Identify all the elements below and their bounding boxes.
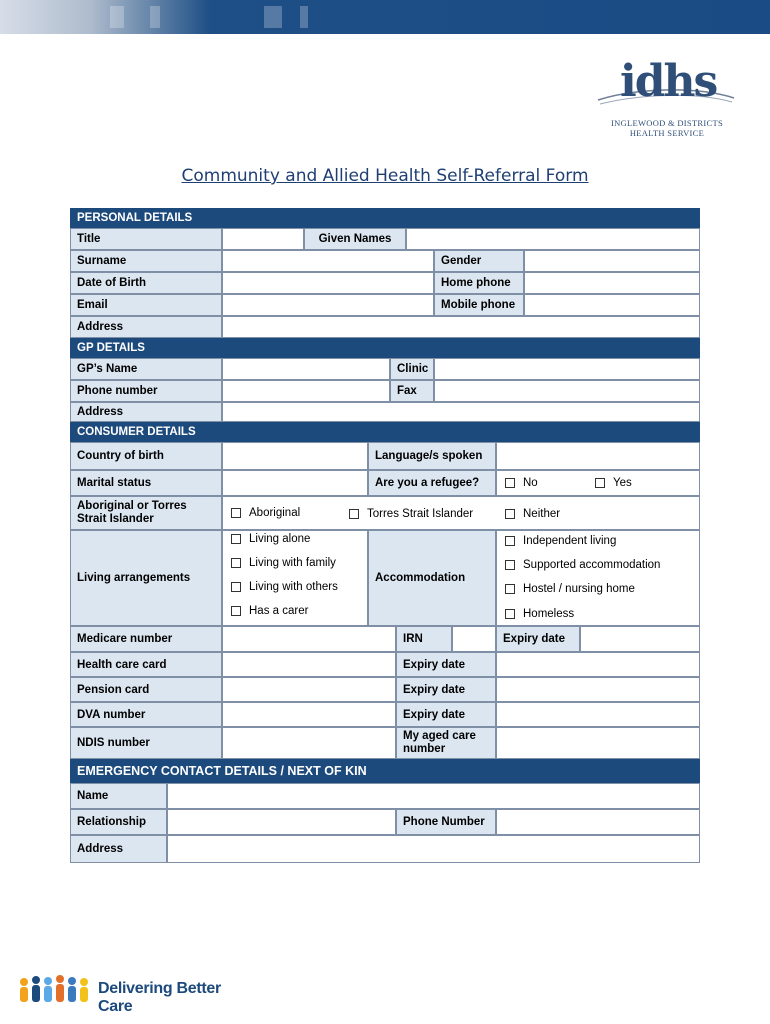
atsi-torres-option[interactable] (349, 508, 473, 520)
label-ec-name: Name (70, 783, 167, 809)
label-email: Email (70, 294, 222, 316)
section-heading-gp: GP DETAILS (70, 338, 700, 358)
label-languages: Language/s spoken (368, 442, 496, 470)
checkbox-icon[interactable] (349, 509, 359, 519)
field-languages[interactable] (496, 442, 700, 470)
label-country-of-birth: Country of birth (70, 442, 222, 470)
field-dva-expiry[interactable] (496, 702, 700, 727)
people-group-icon (18, 974, 94, 1004)
checkbox-icon[interactable] (505, 609, 515, 619)
label-irn: IRN (396, 626, 452, 652)
checkbox-icon[interactable] (505, 509, 515, 519)
label-ec-relationship: Relationship (70, 809, 167, 835)
field-home-phone[interactable] (524, 272, 700, 294)
checkbox-icon[interactable] (231, 508, 241, 518)
living-option-label: Living alone (249, 533, 311, 545)
banner-stripe (264, 6, 282, 28)
field-aged-care-number[interactable] (496, 727, 700, 759)
label-health-care-card: Health care card (70, 652, 222, 677)
accommodation-options (496, 530, 700, 626)
label-home-phone: Home phone (434, 272, 524, 294)
atsi-neither-label: Neither (523, 508, 561, 520)
checkbox-icon[interactable] (595, 478, 605, 488)
field-ndis-number[interactable] (222, 727, 396, 759)
field-ec-phone[interactable] (496, 809, 700, 835)
refugee-yes-option[interactable] (595, 477, 632, 489)
field-gender[interactable] (524, 250, 700, 272)
refugee-yes-label: Yes (613, 477, 632, 489)
checkbox-icon[interactable] (505, 536, 515, 546)
label-marital-status: Marital status (70, 470, 222, 496)
checkbox-icon[interactable] (505, 478, 515, 488)
field-clinic[interactable] (434, 358, 700, 380)
label-medicare: Medicare number (70, 626, 222, 652)
page-title: Community and Allied Health Self-Referral Form (181, 166, 589, 186)
field-given-names[interactable] (406, 228, 700, 250)
label-ndis-number: NDIS number (70, 727, 222, 759)
field-gp-phone[interactable] (222, 380, 390, 402)
label-pension-card: Pension card (70, 677, 222, 702)
footer-logo (18, 968, 238, 1015)
checkbox-icon[interactable] (505, 584, 515, 594)
accom-option-label: Hostel / nursing home (523, 583, 635, 595)
banner-stripe (110, 6, 124, 28)
atsi-options (222, 496, 700, 530)
refugee-options (496, 470, 700, 496)
logo-subtitle-2: HEALTH SERVICE (629, 128, 705, 138)
referral-form (70, 208, 700, 863)
accom-option-label: Supported accommodation (523, 559, 661, 571)
label-medicare-expiry: Expiry date (496, 626, 580, 652)
label-gp-address: Address (70, 402, 222, 422)
accom-option-2[interactable] (505, 559, 660, 571)
atsi-aboriginal-label: Aboriginal (249, 507, 301, 519)
living-option-label: Has a carer (249, 605, 309, 617)
label-ec-address: Address (70, 835, 167, 863)
label-gp-name: GP’s Name (70, 358, 222, 380)
label-dva-expiry: Expiry date (396, 702, 496, 727)
living-option-4[interactable] (231, 605, 308, 617)
field-irn[interactable] (452, 626, 496, 652)
label-ec-phone: Phone Number (396, 809, 496, 835)
field-country-of-birth[interactable] (222, 442, 368, 470)
section-heading-consumer: CONSUMER DETAILS (70, 422, 700, 442)
accom-option-label: Homeless (523, 608, 575, 620)
label-atsi: Aboriginal or Torres Strait Islander (70, 496, 222, 530)
label-dva-number: DVA number (70, 702, 222, 727)
living-option-label: Living with others (249, 581, 338, 593)
label-refugee: Are you a refugee? (368, 470, 496, 496)
field-gp-address[interactable] (222, 402, 700, 422)
atsi-aboriginal-option[interactable] (231, 507, 300, 519)
accom-option-1[interactable] (505, 535, 616, 547)
field-pension-expiry[interactable] (496, 677, 700, 702)
living-option-3[interactable] (231, 581, 338, 593)
section-heading-personal: PERSONAL DETAILS (70, 208, 700, 228)
field-marital-status[interactable] (222, 470, 368, 496)
label-gender: Gender (434, 250, 524, 272)
field-dva-number[interactable] (222, 702, 396, 727)
checkbox-icon[interactable] (231, 558, 241, 568)
accom-option-4[interactable] (505, 608, 574, 620)
checkbox-icon[interactable] (231, 582, 241, 592)
field-surname[interactable] (222, 250, 434, 272)
label-pension-expiry: Expiry date (396, 677, 496, 702)
accom-option-label: Independent living (523, 535, 617, 547)
field-title[interactable] (222, 228, 304, 250)
label-given-names: Given Names (304, 228, 406, 250)
label-accommodation: Accommodation (368, 530, 496, 626)
field-ec-name[interactable] (167, 783, 700, 809)
field-ec-address[interactable] (167, 835, 700, 863)
field-health-care-card[interactable] (222, 652, 396, 677)
refugee-no-option[interactable] (505, 477, 538, 489)
living-option-label: Living with family (249, 557, 336, 569)
checkbox-icon[interactable] (505, 560, 515, 570)
atsi-neither-option[interactable] (505, 508, 560, 520)
label-surname: Surname (70, 250, 222, 272)
label-living-arrangements: Living arrangements (70, 530, 222, 626)
section-heading-emergency: EMERGENCY CONTACT DETAILS / NEXT OF KIN (70, 759, 700, 783)
label-clinic: Clinic (390, 358, 434, 380)
logo-subtitle-1: INGLEWOOD & DISTRICTS (610, 118, 724, 128)
label-title: Title (70, 228, 222, 250)
label-dob: Date of Birth (70, 272, 222, 294)
field-email[interactable] (222, 294, 434, 316)
field-medicare-expiry[interactable] (580, 626, 700, 652)
living-option-2[interactable] (231, 557, 336, 569)
idhs-logo (596, 56, 736, 142)
atsi-torres-label: Torres Strait Islander (367, 508, 474, 520)
field-ec-relationship[interactable] (167, 809, 396, 835)
checkbox-icon[interactable] (231, 606, 241, 616)
checkbox-icon[interactable] (231, 534, 241, 544)
field-medicare[interactable] (222, 626, 396, 652)
living-option-1[interactable] (231, 533, 310, 545)
label-fax: Fax (390, 380, 434, 402)
living-options (222, 530, 368, 626)
field-hcc-expiry[interactable] (496, 652, 700, 677)
label-gp-phone: Phone number (70, 380, 222, 402)
footer-tagline: Delivering Better Care (98, 980, 221, 1015)
label-address: Address (70, 316, 222, 338)
label-aged-care-number: My aged care number (396, 727, 496, 759)
label-mobile-phone: Mobile phone (434, 294, 524, 316)
field-mobile-phone[interactable] (524, 294, 700, 316)
accom-option-3[interactable] (505, 583, 635, 595)
field-pension-card[interactable] (222, 677, 396, 702)
banner-stripe (300, 6, 308, 28)
label-hcc-expiry: Expiry date (396, 652, 496, 677)
refugee-no-label: No (523, 477, 538, 489)
header-banner (0, 0, 770, 34)
banner-stripe (150, 6, 160, 28)
field-gp-name[interactable] (222, 358, 390, 380)
field-fax[interactable] (434, 380, 700, 402)
field-address[interactable] (222, 316, 700, 338)
field-dob[interactable] (222, 272, 434, 294)
logo-word: idhs (620, 56, 717, 107)
